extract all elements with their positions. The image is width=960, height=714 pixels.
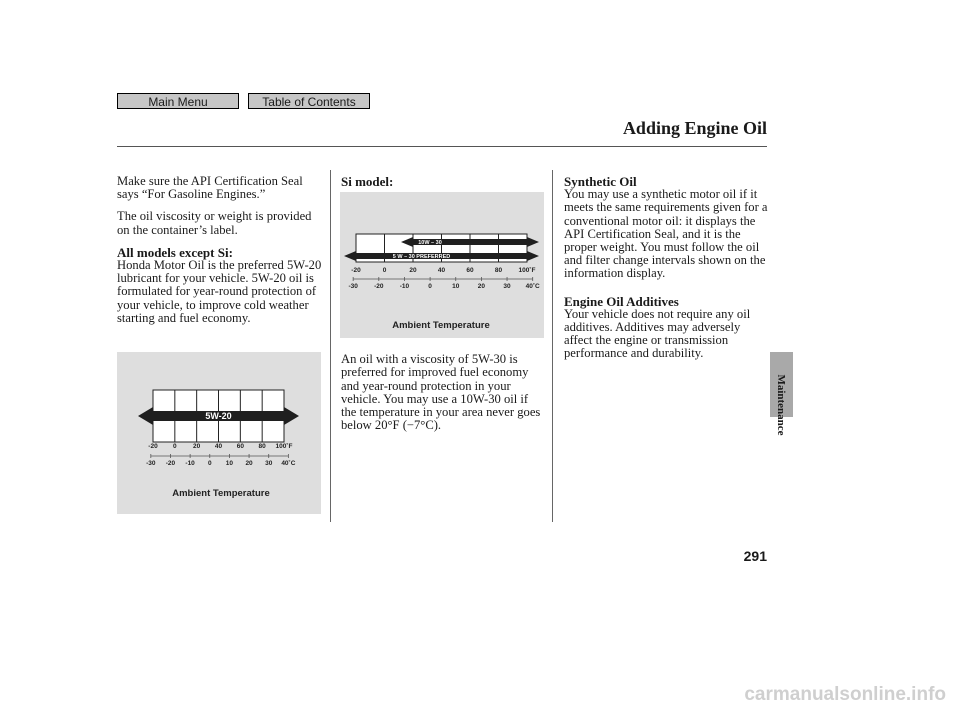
celsius-tick-label: -10 — [399, 283, 410, 290]
honda-oil-paragraph: Honda Motor Oil is the preferred 5W-20 lubricant for your vehicle. 5W-20 oil is formulated for year-round protection of your vehicle, to improve cold weather starting and fuel economy. — [117, 258, 322, 325]
fahrenheit-tick-label: 80 — [494, 267, 503, 274]
chart-svg — [117, 352, 321, 514]
celsius-tick-label: 0 — [428, 283, 432, 290]
fahrenheit-tick-label: 20 — [193, 443, 201, 450]
oil-viscosity-chart-si — [340, 192, 544, 338]
fahrenheit-tick-label: -20 — [351, 267, 361, 274]
viscosity-bar-label: 5 W – 30 PREFERRED — [392, 253, 451, 260]
celsius-tick-label: -20 — [374, 283, 384, 290]
page-number: 291 — [743, 548, 767, 564]
viscosity-paragraph: The oil viscosity or weight is provided on the container’s label. — [117, 209, 312, 237]
celsius-tick-label: 0 — [207, 460, 212, 467]
fahrenheit-tick-label: 80 — [258, 443, 266, 450]
fahrenheit-tick-label: 100˚F — [275, 443, 293, 450]
chart-svg — [340, 192, 544, 338]
fahrenheit-tick-label: -20 — [148, 443, 158, 450]
all-models-heading: All models except Si: — [117, 244, 233, 260]
fahrenheit-tick-label: 100˚F — [518, 267, 536, 274]
celsius-tick-label: 20 — [477, 283, 486, 290]
x-axis-label: Ambient Temperature — [392, 320, 490, 331]
celsius-tick-label: 30 — [503, 283, 511, 290]
celsius-tick-label: -30 — [348, 283, 358, 290]
api-seal-paragraph: Make sure the API Certification Seal says “For Gasoline Engines.” — [117, 174, 303, 202]
fahrenheit-tick-label: 0 — [382, 267, 387, 274]
celsius-tick-label: 30 — [265, 460, 273, 467]
oil-viscosity-chart-all-models — [117, 352, 321, 514]
oil-additives-heading: Engine Oil Additives — [564, 293, 679, 309]
celsius-tick-label: 10 — [452, 283, 460, 290]
celsius-tick-label: -10 — [185, 460, 195, 467]
celsius-tick-label: 40˚C — [525, 283, 540, 290]
title-divider — [117, 146, 767, 147]
viscosity-bar-label: 5W-20 — [205, 411, 232, 422]
fahrenheit-tick-label: 20 — [409, 267, 417, 274]
fahrenheit-tick-label: 60 — [236, 443, 244, 450]
synthetic-oil-paragraph: You may use a synthetic motor oil if it meets the same requirements given for a conventional motor oil: it displays the API Certification Seal, and it is the proper weight. You must follow the oil and filter change intervals shown on the information display. — [564, 187, 768, 281]
fahrenheit-tick-label: 60 — [466, 267, 474, 274]
synthetic-oil-heading: Synthetic Oil — [564, 174, 637, 189]
celsius-tick-label: 10 — [225, 460, 234, 467]
column-divider — [330, 170, 331, 522]
section-tab — [771, 350, 791, 460]
si-oil-paragraph: An oil with a viscosity of 5W-30 is preferred for improved fuel economy and year-round protection in your vehicle. You may use a 10W-30 oil if the temperature in your area never goes below 20°F (−7°C). — [341, 352, 541, 433]
main-menu-button[interactable]: Main Menu — [117, 93, 239, 109]
page-title: Adding Engine Oil — [622, 118, 767, 138]
watermark: carmanualsonline.info — [744, 684, 946, 705]
section-tab-label: Maintenance — [775, 374, 787, 436]
table-of-contents-button[interactable]: Table of Contents — [248, 93, 370, 109]
fahrenheit-tick-label: 40 — [214, 443, 223, 450]
celsius-tick-label: -20 — [165, 460, 176, 467]
fahrenheit-tick-label: 40 — [437, 267, 446, 274]
column-divider — [552, 170, 553, 522]
viscosity-bar-label: 10W – 30 — [418, 239, 442, 246]
right-column — [564, 175, 769, 370]
left-column — [117, 175, 327, 334]
si-model-heading: Si model: — [341, 174, 394, 189]
oil-additives-paragraph: Your vehicle does not require any oil additives. Additives may adversely affect the engine or transmission performance and durability. — [564, 306, 751, 361]
x-axis-label: Ambient Temperature — [172, 488, 270, 499]
celsius-tick-label: 40˚C — [281, 460, 296, 467]
celsius-tick-label: -30 — [146, 460, 156, 467]
fahrenheit-tick-label: 0 — [173, 443, 177, 450]
celsius-tick-label: 20 — [245, 460, 253, 467]
